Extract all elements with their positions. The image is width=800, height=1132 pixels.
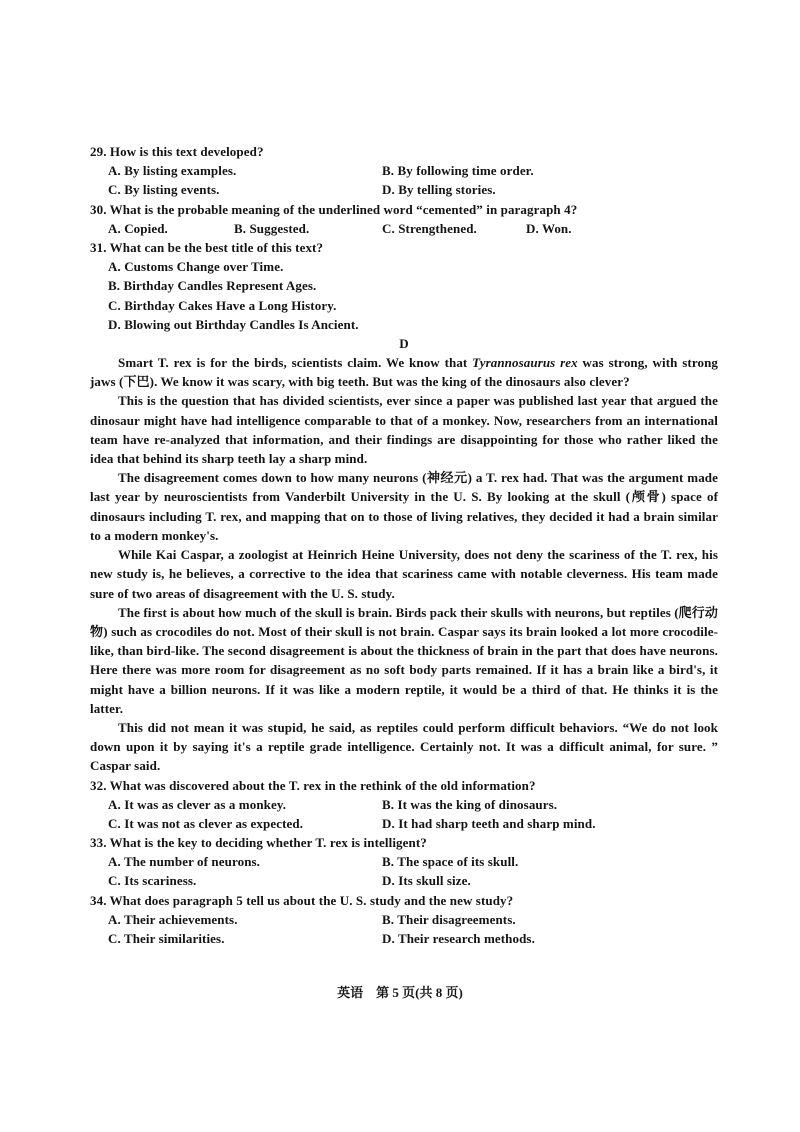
q31-option-a: A. Customs Change over Time.	[108, 259, 284, 275]
question-32-stem: 32. What was discovered about the T. rex in the rethink of the old information?	[90, 777, 536, 793]
question-29-stem: 29. How is this text developed?	[90, 144, 264, 159]
q34-option-d: D. Their research methods.	[382, 931, 535, 947]
question-30-stem: 30. What is the probable meaning of the underlined word “cemented” in paragraph 4?	[90, 201, 578, 217]
question-31-stem: 31. What can be the best title of this text?	[90, 239, 324, 255]
q34-option-b: B. Their disagreements.	[382, 911, 516, 927]
q33-option-b: B. The space of its skull.	[382, 854, 519, 870]
p1-text-b: was strong, with strong jaws (下巴). We know it was scary, with big teeth. But was the king of the dinosaurs also clever?	[90, 355, 718, 390]
q31-option-d: D. Blowing out Birthday Candles Is Ancient.	[108, 316, 359, 332]
q32-option-c: C. It was not as clever as expected.	[108, 815, 304, 831]
q33-option-d: D. Its skull size.	[382, 873, 471, 889]
p1-text-a: Smart T. rex is for the birds, scientists claim. We know that	[118, 355, 473, 371]
q30-option-d: D. Won.	[526, 220, 572, 236]
passage-paragraph-1	[90, 353, 718, 391]
page-footer: 英语 第 5 页(共 8 页)	[337, 985, 463, 1000]
passage-paragraph-5: The first is about how much of the skull is brain. Birds pack their skulls with neurons, but reptiles (爬行动物) such as crocodiles do not. Most of their skull is not brain. Caspar says its brain looked a lot more crocodile-like, than bird-like. The second disagreement is about the thickness of brain in the part that does have neurons. Here there was more room for disagreement as no soft body parts remained. If it has a brain like a bird's, it might have a billion neurons. If it was like a modern reptile, it would be a third of that. He thinks it is the latter.	[90, 604, 718, 716]
q29-option-d: D. By telling stories.	[382, 182, 496, 198]
passage-paragraph-4: While Kai Caspar, a zoologist at Heinrich Heine University, does not deny the scariness of the T. rex, his new study is, he believes, a corrective to the idea that scariness came with notable cleverness. His team made sure of two areas of disagreement with the U. S. study.	[90, 547, 718, 601]
q32-option-b: B. It was the king of dinosaurs.	[382, 796, 558, 812]
passage-paragraph-6: This did not mean it was stupid, he said, as reptiles could perform difficult behaviors. “We do not look down upon it by saying it's a reptile grade intelligence. Certainly not. It was a difficult animal, for sure. ” Caspar said.	[90, 719, 718, 774]
q31-option-b: B. Birthday Candles Represent Ages.	[108, 278, 317, 294]
passage-paragraph-3: The disagreement comes down to how many neurons (神经元) a T. rex had. That was the argument made last year by neuroscientists from Vanderbilt University in the U. S. By looking at the skull (颅骨) space of dinosaurs including T. rex, and mapping that on to those of living relatives, they decided it had a brain similar to a modern monkey's.	[90, 470, 718, 543]
q31-option-c: C. Birthday Cakes Have a Long History.	[108, 297, 337, 313]
question-34-options-row-1	[90, 910, 718, 929]
q30-option-c: C. Strengthened.	[382, 220, 477, 236]
question-33-options-row-1	[90, 852, 718, 871]
question-34-stem: 34. What does paragraph 5 tell us about the U. S. study and the new study?	[90, 892, 514, 908]
question-33-stem: 33. What is the key to deciding whether T. rex is intelligent?	[90, 835, 427, 851]
q32-option-d: D. It had sharp teeth and sharp mind.	[382, 815, 596, 831]
q33-option-c: C. Its scariness.	[108, 873, 197, 889]
q33-option-a: A. The number of neurons.	[108, 854, 261, 870]
q32-option-a: A. It was as clever as a monkey.	[108, 796, 287, 812]
section-label: D	[399, 335, 409, 351]
passage-paragraph-2: This is the question that has divided scientists, ever since a paper was published last year that argued the dinosaur might have had intelligence comparable to that of a monkey. Now, researchers from an international team have re-analyzed that information, and their findings are disappointing for those who rather liked the idea that behind its sharp teeth lay a sharp mind.	[90, 393, 718, 467]
q34-option-c: C. Their similarities.	[108, 931, 225, 947]
question-33-options-row-2	[90, 871, 718, 890]
question-29-options-row-1	[90, 161, 718, 180]
question-29-options-row-2	[90, 180, 718, 199]
q34-option-a: A. Their achievements.	[108, 911, 238, 927]
q29-option-a: A. By listing examples.	[108, 163, 237, 179]
question-32-options-row-1	[90, 795, 718, 814]
question-30-options-row	[90, 219, 718, 238]
question-34-options-row-2	[90, 929, 718, 948]
q30-option-b: B. Suggested.	[234, 220, 310, 236]
p1-species-name: Tyrannosaurus rex	[472, 355, 578, 371]
q29-option-b: B. By following time order.	[382, 163, 534, 179]
question-32-options-row-2	[90, 814, 718, 833]
q29-option-c: C. By listing events.	[108, 182, 220, 198]
passage	[90, 353, 718, 775]
q30-option-a: A. Copied.	[108, 220, 168, 236]
exam-page	[90, 142, 718, 948]
